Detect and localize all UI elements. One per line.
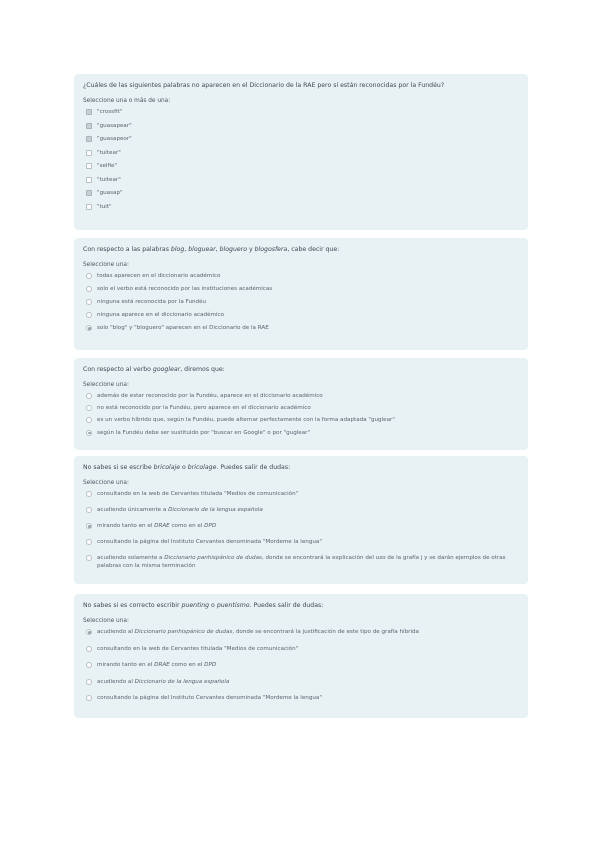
checkbox-option[interactable] (83, 149, 518, 163)
radio-option[interactable] (83, 694, 518, 711)
radio-option[interactable] (83, 272, 518, 285)
radio-button-icon[interactable] (86, 539, 92, 545)
checkbox-option[interactable] (83, 162, 518, 176)
radio-button-icon[interactable] (86, 417, 92, 423)
question-text: No sabes si es correcto escribir puenting o puentismo. Puedes salir de dudas: (83, 602, 324, 609)
option-label: "crossfit" (97, 109, 123, 115)
question-text: ¿Cuáles de las siguientes palabras no aparecen en el Diccionario de la RAE pero sí están reconocidas por la Fundéu? (83, 82, 445, 89)
radio-option[interactable] (83, 392, 518, 404)
radio-option[interactable] (83, 429, 518, 441)
option-label: "tuitear" (97, 176, 121, 183)
radio-button-icon[interactable] (86, 646, 92, 652)
radio-button-icon[interactable] (86, 430, 92, 436)
checkbox-icon[interactable] (86, 204, 92, 210)
radio-option[interactable] (83, 522, 518, 538)
question-card-3 (74, 358, 528, 450)
checkbox-icon[interactable] (86, 123, 92, 129)
question-card-1 (74, 74, 528, 230)
radio-option[interactable] (83, 678, 518, 695)
radio-button-icon[interactable] (86, 312, 92, 318)
radio-option[interactable] (83, 298, 518, 311)
option-label: solo "blog" y "bloguero" aparecen en el Diccionario de la RAE (97, 325, 269, 331)
question-prompt: Seleccione una: (83, 262, 129, 268)
radio-button-icon[interactable] (86, 325, 92, 331)
question-prompt: Seleccione una: (83, 382, 129, 388)
option-label: consultando en la web de Cervantes titulada "Medios de comunicación" (97, 491, 299, 497)
radio-option[interactable] (83, 285, 518, 298)
radio-button-icon[interactable] (86, 662, 92, 668)
option-label: acudiendo al Diccionario panhispánico de dudas, donde se encontrará la justificación de este tipo de grafía híbrida (97, 629, 419, 635)
option-label: "tuitear" (97, 149, 121, 156)
radio-button-icon[interactable] (86, 555, 92, 561)
radio-option[interactable] (83, 416, 518, 428)
option-label: ninguna aparece en el diccionario académico (97, 312, 225, 318)
option-label: no está reconocido por la Fundéu, pero aparece en el diccionario académico (97, 405, 311, 412)
radio-option[interactable] (83, 628, 518, 645)
option-label: "tuit" (97, 203, 112, 210)
radio-button-icon[interactable] (86, 695, 92, 701)
option-label: todas aparecen en el diccionario académico (97, 273, 221, 279)
option-label: acudiendo al Diccionario de la lengua española (97, 678, 230, 685)
option-label: es un verbo híbrido que, según la Fundéu, puede alternar perfectamente con la forma adaptada "guglear" (97, 417, 395, 424)
radio-button-icon[interactable] (86, 393, 92, 399)
radio-option[interactable] (83, 311, 518, 324)
checkbox-option[interactable] (83, 189, 518, 203)
checkbox-option[interactable] (83, 176, 518, 190)
checkbox-icon[interactable] (86, 109, 92, 115)
radio-button-icon[interactable] (86, 523, 92, 529)
radio-button-icon[interactable] (86, 629, 92, 635)
question-text: No sabes si se escribe bricolaje o bricolage. Puedes salir de dudas: (83, 464, 291, 471)
question-prompt: Seleccione una: (83, 618, 129, 624)
option-label: "selfie" (97, 163, 118, 169)
radio-button-icon[interactable] (86, 679, 92, 685)
radio-option[interactable] (83, 645, 518, 662)
question-card-5 (74, 594, 528, 718)
radio-button-icon[interactable] (86, 299, 92, 305)
checkbox-icon[interactable] (86, 163, 92, 169)
option-label: mirando tanto en el DRAE como en el DPD (97, 523, 217, 529)
radio-button-icon[interactable] (86, 286, 92, 292)
option-label: acudiendo solamente a Diccionario panhispánico de dudas, donde se encontrará la explicación del uso de la grafía j y se darán ejemplos de otras palabras con la misma terminación (97, 555, 506, 569)
radio-option[interactable] (83, 506, 518, 522)
radio-button-icon[interactable] (86, 273, 92, 279)
question-text: Con respecto al verbo googlear, diremos que: (83, 366, 225, 373)
radio-option[interactable] (83, 554, 518, 570)
option-label: consultando la página del Instituto Cervantes denominada "Mordeme la lengua" (97, 695, 322, 701)
radio-option[interactable] (83, 490, 518, 506)
checkbox-icon[interactable] (86, 190, 92, 196)
option-label: solo el verbo está reconocido por las instituciones académicas (97, 286, 273, 292)
radio-button-icon[interactable] (86, 507, 92, 513)
option-label: además de estar reconocido por la Fundéu, aparece en el diccionario académico (97, 393, 323, 399)
radio-option[interactable] (83, 661, 518, 678)
checkbox-option[interactable] (83, 122, 518, 136)
option-label: "guasapear" (97, 122, 132, 129)
option-label: consultando la página del Instituto Cervantes denominada "Mordeme la lengua" (97, 539, 322, 545)
checkbox-option[interactable] (83, 135, 518, 149)
question-text: Con respecto a las palabras blog, bloguear, bloguero y blogosfera, cabe decir que: (83, 246, 340, 253)
question-prompt: Seleccione una: (83, 480, 129, 486)
option-label: "guasap" (97, 190, 123, 196)
option-label: según la Fundéu debe ser sustituido por "buscar en Google" o por "guglear" (97, 429, 311, 436)
option-label: mirando tanto en el DRAE como en el DPD (97, 662, 217, 668)
checkbox-option[interactable] (83, 108, 518, 122)
question-card-2 (74, 238, 528, 350)
option-label: acudiendo únicamente a Diccionario de la lengua española (97, 507, 263, 513)
checkbox-icon[interactable] (86, 150, 92, 156)
question-prompt: Seleccione una o más de una: (83, 98, 171, 104)
radio-option[interactable] (83, 404, 518, 416)
option-label: consultando en la web de Cervantes titulada "Medios de comunicación" (97, 645, 299, 652)
radio-button-icon[interactable] (86, 491, 92, 497)
option-label: ninguna está reconocida por la Fundéu (97, 299, 207, 305)
option-label: "guasapeor" (97, 136, 132, 142)
checkbox-option[interactable] (83, 203, 518, 217)
radio-button-icon[interactable] (86, 405, 92, 411)
question-card-4 (74, 456, 528, 584)
checkbox-icon[interactable] (86, 177, 92, 183)
checkbox-icon[interactable] (86, 136, 92, 142)
radio-option[interactable] (83, 324, 518, 337)
radio-option[interactable] (83, 538, 518, 554)
